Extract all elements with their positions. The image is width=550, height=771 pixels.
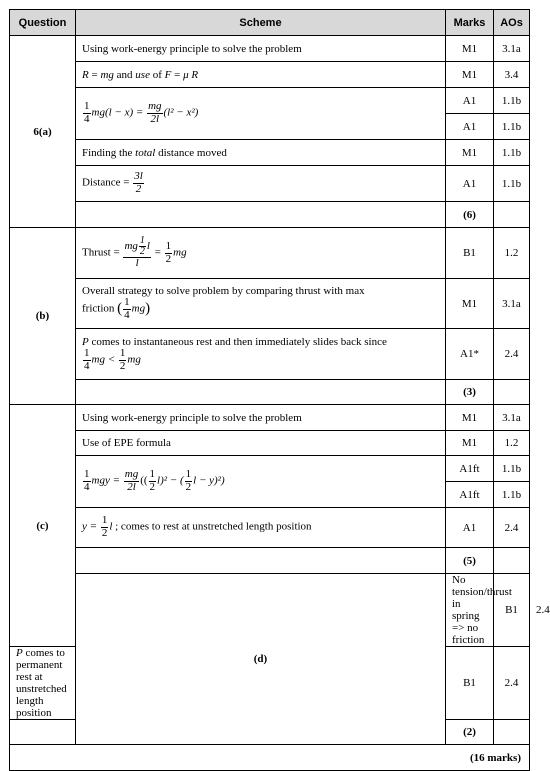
table-row	[10, 62, 530, 88]
header-aos: AOs	[494, 10, 530, 36]
scheme-formula: y = $\frac{1}{2}$ l ; comes to rest at unstretched length position	[76, 508, 446, 548]
table-row	[10, 431, 530, 456]
mark-code: B1	[446, 647, 494, 720]
question-label-a: 6(a)	[10, 36, 76, 228]
subtotal-marks: (5)	[446, 548, 494, 574]
table-row	[10, 456, 530, 482]
ao-code: 1.1b	[494, 114, 530, 140]
table-row	[10, 140, 530, 166]
mark-scheme-table	[9, 9, 550, 771]
mark-code: A1	[446, 114, 494, 140]
mark-code: B1	[494, 574, 530, 647]
ao-code: 1.1b	[494, 140, 530, 166]
scheme-formula: Distance = $\frac{3l}{2}$	[76, 166, 446, 202]
ao-code: 3.4	[494, 62, 530, 88]
table-row	[10, 228, 530, 279]
question-label-b: (b)	[10, 228, 76, 405]
question-label-d: (d)	[76, 574, 446, 745]
total-marks: (16 marks)	[10, 745, 530, 771]
header-row	[10, 10, 530, 36]
table-row: (d) No tension/thrust in spring => no friction B1 2.4	[10, 574, 530, 647]
mark-code: A1	[446, 88, 494, 114]
mark-code: M1	[446, 140, 494, 166]
mark-code: A1*	[446, 329, 494, 380]
scheme-text: Using work-energy principle to solve the problem	[76, 36, 446, 62]
mark-code: A1	[446, 166, 494, 202]
mark-code: M1	[446, 62, 494, 88]
mark-code: A1ft	[446, 482, 494, 508]
ao-code: 1.1b	[494, 482, 530, 508]
ao-code: 3.1a	[494, 279, 530, 329]
scheme-text: P comes to instantaneous rest and then immediately slides back since $\frac{1}{4}$ mg < $\frac{1}{2}$ mg	[76, 329, 446, 380]
ao-code: 3.1a	[494, 405, 530, 431]
ao-code: 2.4	[494, 508, 530, 548]
mark-code: M1	[446, 405, 494, 431]
subtotal-marks: (2)	[446, 720, 494, 745]
ao-code: 1.1b	[494, 88, 530, 114]
scheme-text: No tension/thrust in spring => no friction	[446, 574, 494, 647]
question-label-c: (c)	[10, 405, 76, 647]
scheme-text: R = mg and use of F = μ R	[76, 62, 446, 88]
scheme-text: Using work-energy principle to solve the problem	[76, 405, 446, 431]
ao-code: 1.1b	[494, 456, 530, 482]
mark-code: A1ft	[446, 456, 494, 482]
subtotal-marks: (3)	[446, 380, 494, 405]
table-row	[10, 36, 530, 62]
ao-code: 2.4	[494, 647, 530, 720]
mark-code: M1	[446, 431, 494, 456]
header-scheme: Scheme	[76, 10, 446, 36]
scheme-formula: $\frac{1}{4}$ mg(l − x) = $\frac{mg}{2l}$ (l² − x²)	[76, 88, 446, 140]
scheme-text: Use of EPE formula	[76, 431, 446, 456]
scheme-formula: $\frac{1}{4}$ mgy = $\frac{mg}{2l}$ (( $\frac{1}{2}$ l)² − ( $\frac{1}{2}$ l − y)²)	[76, 456, 446, 508]
table-row	[10, 329, 530, 380]
scheme-text: P comes to permanent rest at unstretched length position	[10, 647, 76, 720]
table-row	[10, 166, 530, 202]
subtotal-marks: (6)	[446, 202, 494, 228]
scheme-text: Finding the total distance moved	[76, 140, 446, 166]
header-marks: Marks	[446, 10, 494, 36]
ao-code: 1.2	[494, 228, 530, 279]
table-row	[10, 405, 530, 431]
ao-code: 2.4	[494, 329, 530, 380]
ao-code: 1.1b	[494, 166, 530, 202]
header-question: Question	[10, 10, 76, 36]
table-row	[10, 508, 530, 548]
scheme-formula: Thrust = mg $\frac{1}{2}$ l l = $\frac{1}{2}$ mg	[76, 228, 446, 279]
subtotal-row	[10, 202, 530, 228]
total-row	[10, 745, 530, 771]
scheme-text: Overall strategy to solve problem by comparing thrust with max friction ( $\frac{1}{4}$ mg)	[76, 279, 446, 329]
mark-code: A1	[446, 508, 494, 548]
ao-code: 1.2	[494, 431, 530, 456]
subtotal-row	[10, 548, 530, 574]
mark-code: M1	[446, 279, 494, 329]
subtotal-row	[10, 380, 530, 405]
table-row	[10, 279, 530, 329]
mark-code: M1	[446, 36, 494, 62]
mark-code: B1	[446, 228, 494, 279]
ao-code: 3.1a	[494, 36, 530, 62]
table-row	[10, 88, 530, 114]
